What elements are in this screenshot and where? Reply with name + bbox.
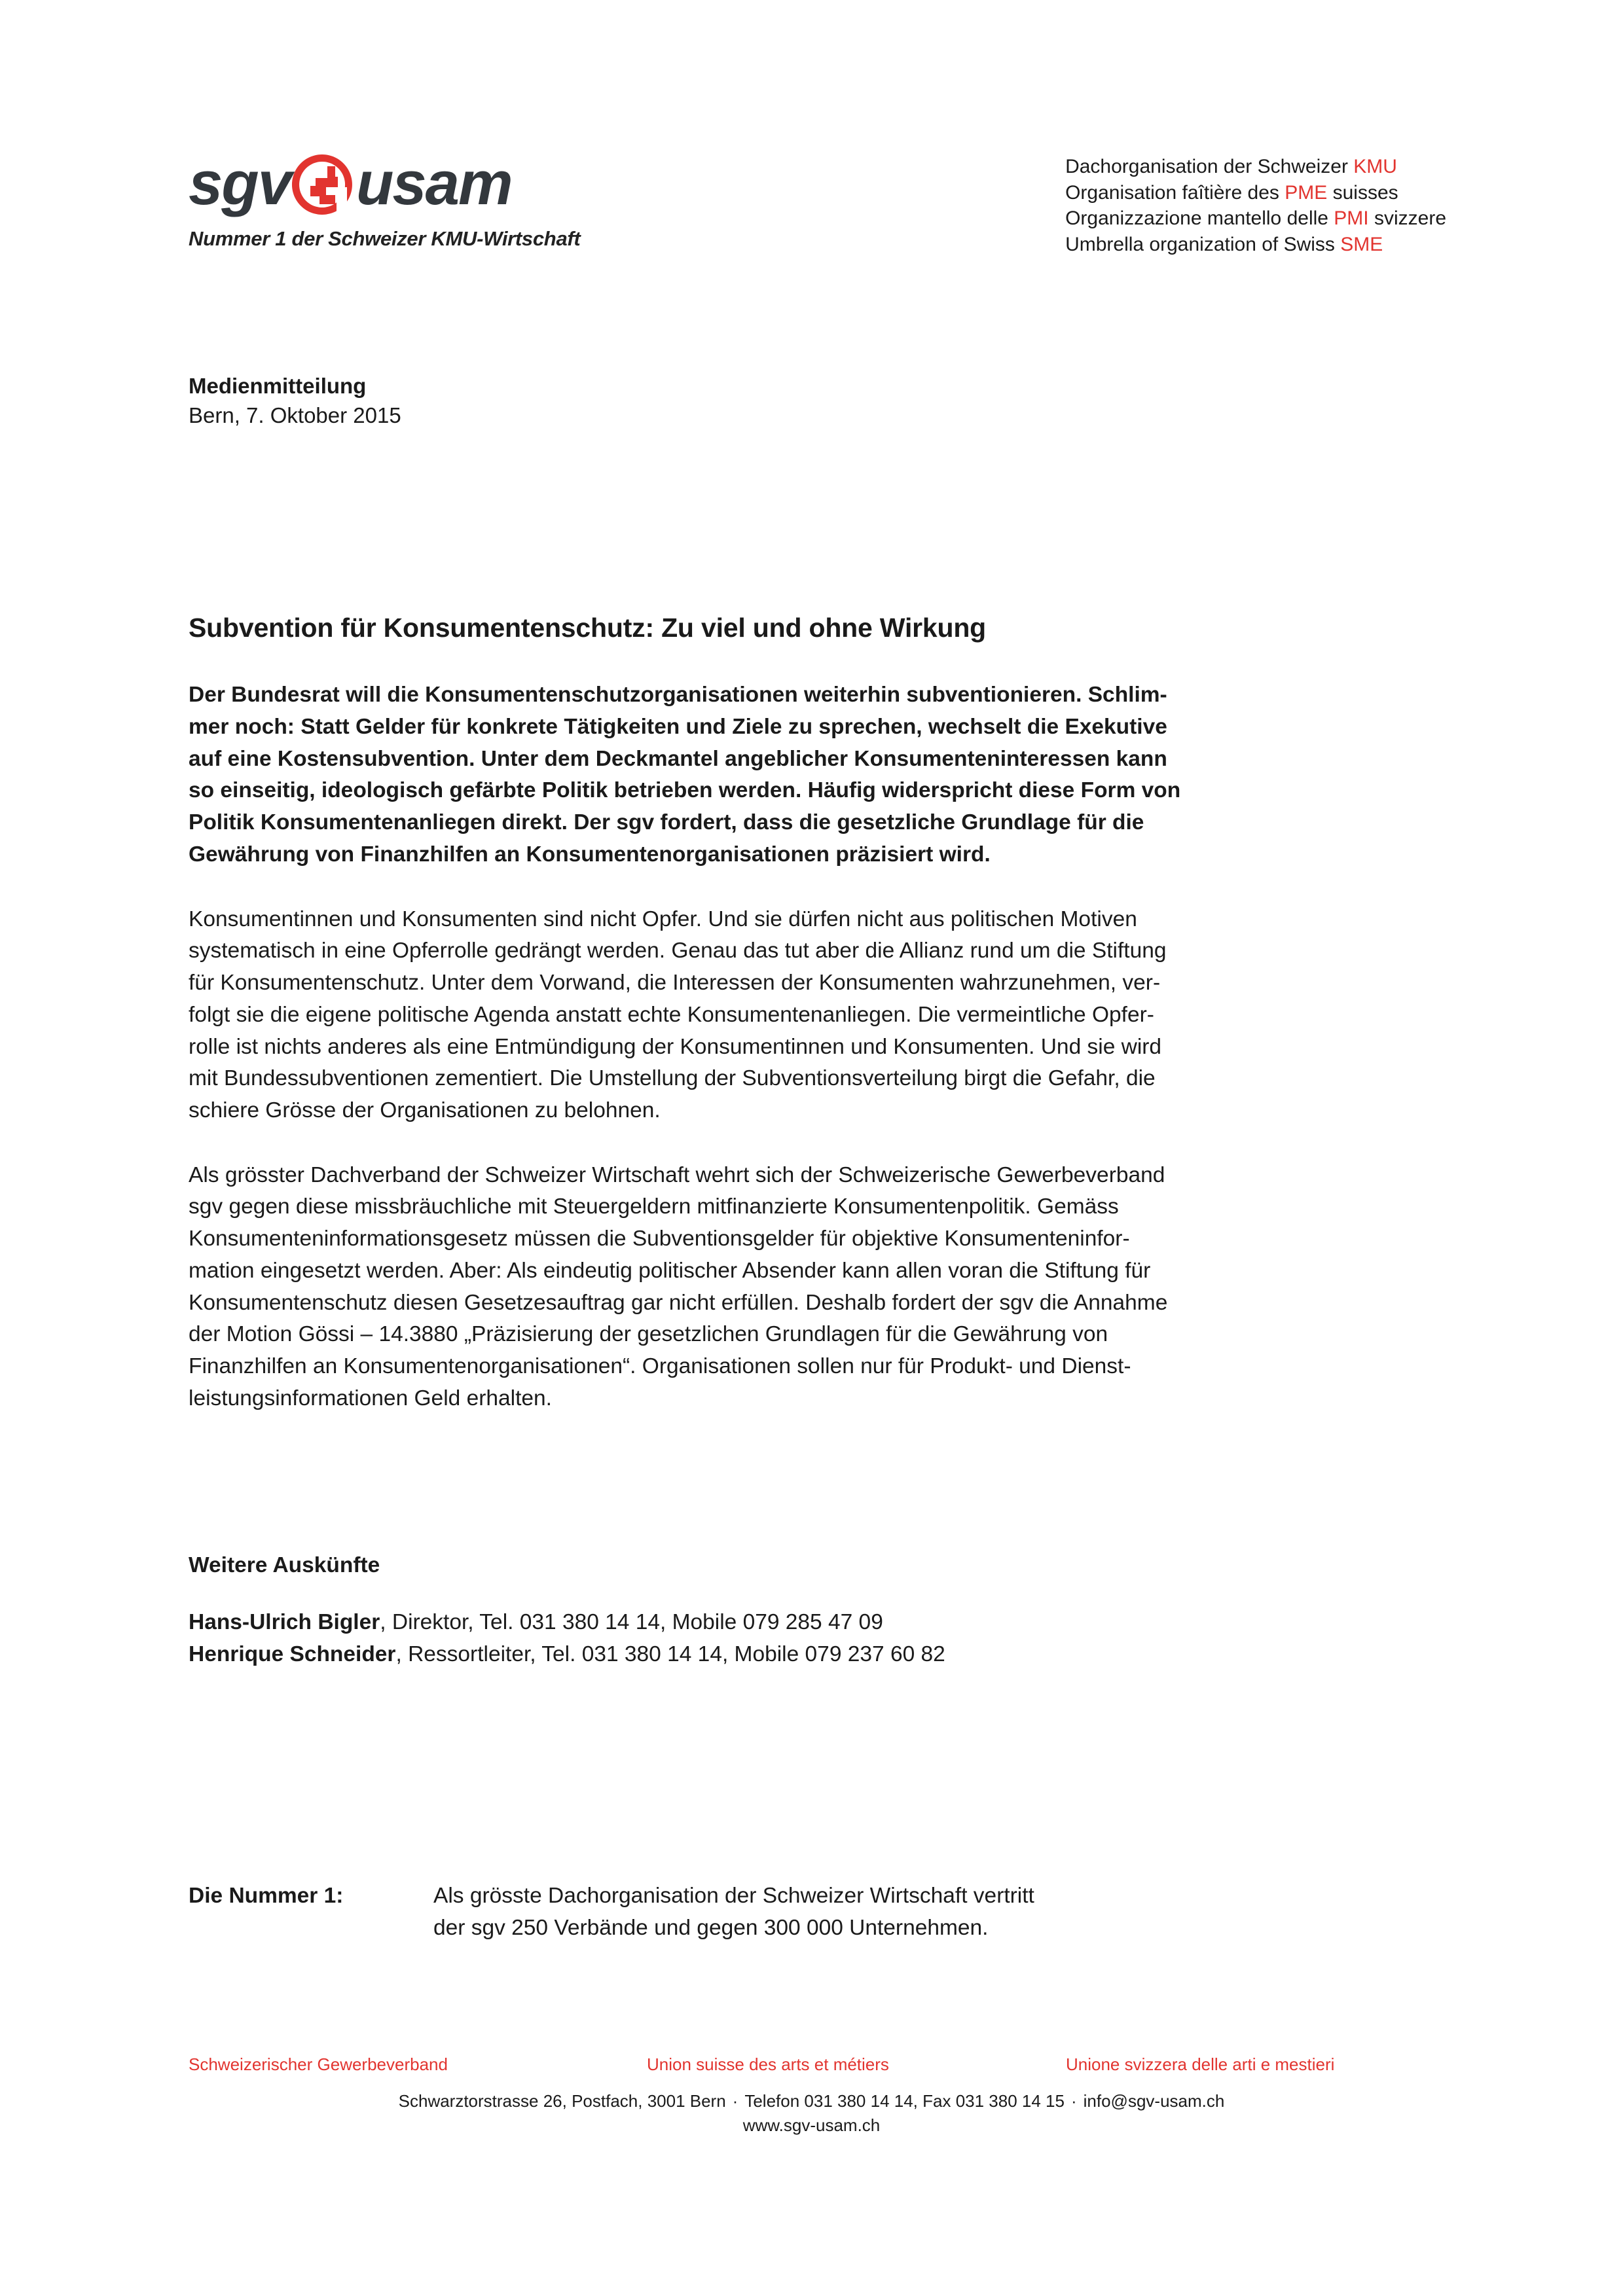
document-meta: [189, 372, 401, 431]
body-paragraph-1: Konsumentinnen und Konsumenten sind nicht Opfer. Und sie dürfen nicht aus politischen Motiven systematisch in eine Opferrolle gedrängt werden. Genau das tut aber die Allianz rund um die Stiftung für Konsumentenschutz. Unter dem Vorwand, die Interessen der Konsumenten wahrzunehmen, ver- folgt sie die eigene politische Agenda anstatt echte Konsumentenanliegen. Die vermeintliche Opfer- rolle ist nichts anderes als eine Entmündigung der Konsumentinnen und Konsumenten. Und sie wird mit Bundessubventionen zementiert. Die Umstellung der Subventionsverteilung birgt die Gefahr, die schiere Grösse der Organisationen zu belohnen.: [189, 906, 1167, 1122]
accent-sme: SME: [1340, 233, 1383, 255]
accent-pmi: PMI: [1334, 207, 1369, 230]
contacts-heading: Weitere Auskünfte: [189, 1553, 380, 1577]
sgv-circle-cross-emblem-icon: [288, 151, 356, 219]
footer-street: Schwarztorstrasse 26, Postfach, 3001 Bern: [398, 2090, 726, 2111]
body-paragraph-2: Als grösster Dachverband der Schweizer Wirtschaft wehrt sich der Schweizerische Gewerbeverband sgv gegen diese missbräuchliche mit Steuergeldern mitfinanzierte Konsumentenpolitik. Gemäss Konsumenteninformationsgesetz müssen die Subventionsgelder für objektive Konsumenteninfor- mation eingesetzt werden. Aber: Als eindeutig politischer Absender kann allen voran die Stiftung für Konsumentenschutz diesen Gesetzesauftrag gar nicht erfüllen. Deshalb fordert der sgv die Annahme der Motion Gössi – 14.3880 „Präzisierung der gesetzlichen Grundlagen für die Gewährung von Finanzhilfen an Konsumentenorganisationen“. Organisationen sollen nur für Produkt- und Dienst- leistungsinformationen Geld erhalten.: [189, 1162, 1168, 1410]
logo-wordmark: [189, 147, 555, 219]
footer-website[interactable]: www.sgv-usam.ch: [742, 2115, 881, 2135]
logo-tagline: Nummer 1 der Schweizer KMU-Wirtschaft: [189, 227, 581, 250]
accent-pme: PME: [1285, 181, 1328, 204]
footer-phone: Telefon 031 380 14 14, Fax 031 380 14 15: [744, 2090, 1065, 2111]
footer-separator: ·: [1070, 2090, 1077, 2111]
contacts-section: [189, 1549, 1295, 1671]
document-body: [189, 612, 1295, 1448]
contact-details: , Ressortleiter, Tel. 031 380 14 14, Mobile 079 237 60 82: [395, 1642, 945, 1667]
contact-person-1: [189, 1606, 1295, 1638]
accent-kmu: KMU: [1353, 156, 1397, 177]
footer-org-names: [0, 2054, 1623, 2076]
lead-paragraph: Der Bundesrat will die Konsumentenschutzorganisationen weiterhin subventionieren. Schlim- mer noch: Statt Gelder für konkrete Tätigkeiten und Ziele zu sprechen, wechselt die Exekutive auf eine Kostensubvention. Unter dem Deckmantel angeblicher Konsumenteninteressen kann so einseitig, ideologisch gefärbte Politik betrieben werden. Häufig widerspricht diese Form von Politik Konsumentenanliegen direkt. Der sgv fordert, dass die gesetzliche Grundlage für die Gewährung von Finanzhilfen an Konsumentenorganisationen präzisiert wird.: [189, 683, 1181, 867]
document-type-label: Medienmitteilung: [189, 374, 367, 398]
document-footer: [0, 2054, 1623, 2138]
contact-person-2: [189, 1638, 1295, 1670]
header-language-list: [1065, 147, 1446, 257]
footer-org-name-de: Schweizerischer Gewerbeverband: [189, 2054, 448, 2074]
footer-separator: ·: [732, 2090, 739, 2111]
footer-email[interactable]: info@sgv-usam.ch: [1083, 2090, 1225, 2111]
header-language-line-de: Dachorganisation der Schweizer KMU: [1065, 156, 1397, 177]
footer-address: [0, 2089, 1623, 2138]
logo-wordmark-left: sgv: [189, 149, 291, 217]
logo-wordmark-right: usam: [356, 149, 512, 217]
boilerplate-section: [189, 1880, 1295, 1944]
header-language-line-fr: Organisation faîtière des PME suisses: [1065, 181, 1398, 204]
contact-details: , Direktor, Tel. 031 380 14 14, Mobile 079 285 47 09: [380, 1610, 883, 1635]
footer-address-line-1: [0, 2089, 1623, 2113]
header-language-line-it: Organizzazione mantello delle PMI svizzere: [1065, 207, 1446, 230]
sgv-usam-logo: [189, 147, 581, 251]
boilerplate-label: Die Nummer 1:: [189, 1884, 344, 1908]
contact-name: Hans-Ulrich Bigler: [189, 1610, 380, 1635]
footer-org-name-fr: Union suisse des arts et métiers: [647, 2054, 889, 2074]
contact-name: Henrique Schneider: [189, 1642, 396, 1667]
page-title: Subvention für Konsumentenschutz: Zu viel und ohne Wirkung: [189, 613, 987, 643]
boilerplate-text: Als grösste Dachorganisation der Schweizer Wirtschaft vertritt der sgv 250 Verbände und gegen 300 000 Unternehmen.: [433, 1884, 1034, 1941]
footer-org-name-it: Unione svizzera delle arti e mestieri: [1066, 2054, 1335, 2074]
document-header: [189, 147, 1446, 257]
header-language-line-en: Umbrella organization of Swiss SME: [1065, 233, 1383, 255]
place-and-date: Bern, 7. Oktober 2015: [189, 403, 401, 427]
